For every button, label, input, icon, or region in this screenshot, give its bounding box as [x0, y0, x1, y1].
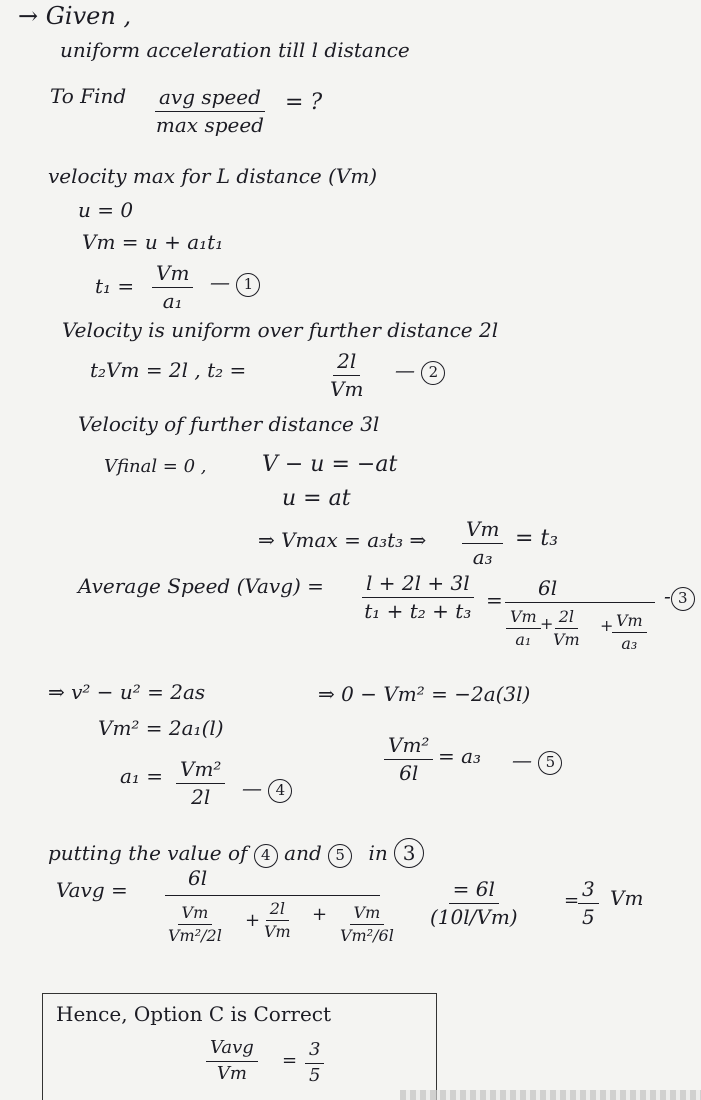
avg-fraction — [362, 572, 474, 623]
final-plus-2: + — [312, 904, 328, 925]
final-lhs: Vavg = — [56, 878, 128, 902]
final-term-2-num: 2l — [266, 900, 289, 921]
final-top: 6l — [188, 866, 208, 890]
avg-num2: 6l — [538, 576, 558, 600]
answer-value — [305, 1040, 324, 1086]
step3-vmax: ⇒ Vmax = a₃t₃ ⇒ — [258, 528, 427, 552]
final-term-3 — [340, 904, 394, 946]
kin-left-3-numerator: Vm² — [176, 758, 225, 784]
page-edge — [400, 1090, 701, 1100]
step1-tag: — 1 — [210, 272, 260, 297]
step3-vmax-tail: = t₃ — [515, 526, 559, 551]
putting-and: and — [284, 841, 322, 865]
final-simplified-den: (10l/Vm) — [430, 905, 518, 929]
kin-right-2-denominator: 6l — [399, 761, 419, 785]
to-find-tail: = ? — [285, 90, 323, 115]
final-result-unit: Vm — [610, 886, 644, 910]
final-result-eq: = — [564, 890, 580, 911]
to-find-fraction — [155, 86, 265, 137]
avg-plus-2: + — [600, 616, 614, 635]
step2-denominator: Vm — [330, 377, 364, 401]
equation-tag: 4 — [268, 779, 292, 803]
final-term-2-den: Vm — [264, 922, 291, 942]
final-term-3-num: Vm — [350, 904, 385, 925]
avg-tag: - 3 — [664, 586, 695, 611]
avg-den-b-den: Vm — [553, 630, 580, 650]
kin-left-3-lhs: a₁ = — [120, 764, 164, 788]
kin-left-2: Vm² = 2a₁(l) — [98, 716, 224, 740]
final-result-num: 3 — [578, 878, 599, 904]
final-result-fraction — [578, 878, 599, 929]
final-plus-1: + — [245, 910, 261, 931]
avg-lhs: Average Speed (Vavg) = — [78, 574, 324, 598]
avg-numerator: l + 2l + 3l — [362, 572, 474, 598]
to-find-numerator: avg speed — [155, 86, 265, 112]
equation-tag-3: 3 — [394, 838, 424, 868]
step3-vmax-numerator: Vm — [462, 518, 503, 544]
kin-right-1: ⇒ 0 − Vm² = −2a(3l) — [318, 682, 531, 706]
putting-text: putting the value of — [48, 841, 248, 865]
final-result-den: 5 — [582, 905, 595, 929]
to-find-label: To Find — [50, 84, 127, 108]
equation-tag: 2 — [421, 361, 445, 385]
answer-line: Hence, Option C is Correct — [56, 1002, 332, 1026]
putting-line — [48, 838, 424, 868]
kin-right-2-fraction — [384, 734, 433, 785]
avg-den-a-den: a₁ — [515, 630, 532, 650]
step3-vfinal: Vfinal = 0 , — [104, 456, 207, 477]
step3-vmax-fraction — [462, 518, 503, 569]
step1-t1-lhs: t₁ = — [95, 274, 135, 298]
step1-heading: velocity max for L distance (Vm) — [48, 164, 378, 188]
final-main-rule — [165, 895, 380, 896]
avg-eq: = — [486, 588, 503, 612]
avg-den-c — [612, 612, 647, 654]
step1-t1-denominator: a₁ — [162, 289, 183, 313]
avg-den-c-den: a₃ — [621, 634, 638, 654]
equation-tag: 3 — [671, 587, 695, 611]
step3-u-at: u = at — [282, 486, 351, 511]
step2-fraction — [330, 350, 363, 401]
equation-tag-4: 4 — [254, 844, 278, 868]
step2-heading: Velocity is uniform over further distance 2l — [62, 318, 499, 342]
final-term-1 — [168, 904, 222, 946]
equation-tag: 5 — [538, 751, 562, 775]
kin-right-2-numerator: Vm² — [384, 734, 433, 760]
answer-value-den: 5 — [309, 1064, 321, 1086]
to-find-denominator: max speed — [155, 113, 264, 137]
final-term-2 — [264, 900, 291, 942]
arrow-icon: → — [18, 2, 39, 30]
avg-denominator: t₁ + t₂ + t₃ — [364, 599, 472, 623]
kin-left-tag: — 4 — [242, 778, 292, 803]
avg-plus-1: + — [540, 614, 554, 633]
avg-den-a — [506, 608, 541, 650]
answer-ratio-num: Vavg — [206, 1038, 258, 1062]
step1-t1-fraction — [152, 262, 193, 313]
given-label: Given , — [45, 2, 132, 30]
equation-tag: 1 — [236, 273, 260, 297]
step1-t1-numerator: Vm — [152, 262, 193, 288]
answer-value-num: 3 — [305, 1040, 324, 1064]
avg-den-b — [553, 608, 580, 650]
answer-ratio-den: Vm — [216, 1062, 247, 1084]
step3-heading: Velocity of further distance 3l — [78, 412, 380, 436]
avg-den-b-num: 2l — [555, 608, 578, 629]
final-term-3-den: Vm²/6l — [340, 926, 394, 946]
final-simplified-num: = 6l — [449, 878, 499, 904]
given-line — [18, 4, 131, 28]
step3-vmax-denominator: a₃ — [472, 545, 493, 569]
step1-vm: Vm = u + a₁t₁ — [82, 230, 224, 254]
given-detail: uniform acceleration till l distance — [60, 38, 410, 62]
step2-eq: t₂Vm = 2l , t₂ = — [90, 358, 247, 382]
kin-left-1: ⇒ v² − u² = 2as — [48, 680, 206, 704]
avg-den-a-num: Vm — [506, 608, 541, 629]
putting-in: in — [368, 841, 388, 865]
final-term-1-den: Vm²/2l — [168, 926, 222, 946]
final-simplified — [430, 878, 518, 929]
step1-u: u = 0 — [78, 198, 134, 222]
step3-vu: V − u = −at — [262, 452, 398, 477]
step2-numerator: 2l — [333, 350, 360, 376]
avg-den-c-num: Vm — [612, 612, 647, 633]
step2-tag: — 2 — [395, 360, 445, 385]
kin-right-2-tail: = a₃ — [438, 744, 482, 768]
kin-left-3-fraction — [176, 758, 225, 809]
answer-ratio — [206, 1038, 258, 1084]
kin-left-3-denominator: 2l — [191, 785, 211, 809]
kin-right-tag: — 5 — [512, 750, 562, 775]
avg-main-rule — [505, 602, 655, 603]
final-term-1-num: Vm — [178, 904, 213, 925]
answer-eq: = — [282, 1050, 298, 1071]
equation-tag-5: 5 — [328, 844, 352, 868]
